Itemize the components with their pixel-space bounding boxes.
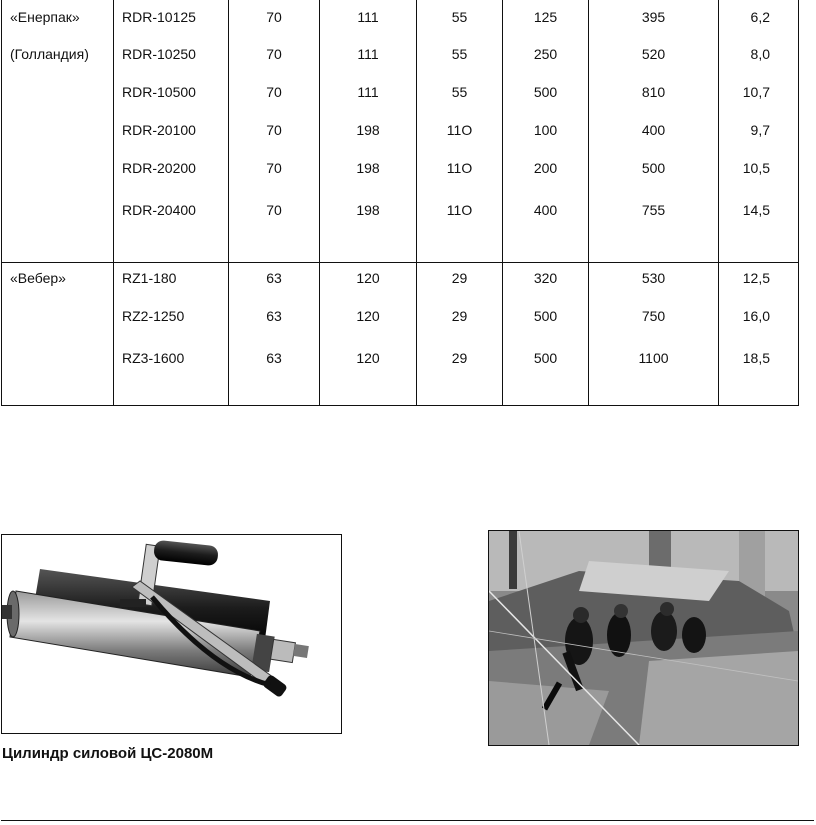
table-cell: RDR-20400: [122, 202, 196, 218]
value-column: [503, 263, 589, 406]
table-cell: 9,7: [750, 122, 770, 138]
table-cell: 11О: [446, 122, 473, 138]
table-group-weber: [2, 263, 799, 406]
table-cell: 198: [356, 122, 380, 138]
table-cell: RDR-20100: [122, 122, 196, 138]
value-column: [229, 0, 320, 263]
table-cell: RDR-20200: [122, 160, 196, 176]
table-cell: 70: [266, 160, 282, 176]
table-cell: 198: [356, 160, 380, 176]
table-cell: 63: [266, 270, 282, 286]
table-cell: 198: [356, 202, 380, 218]
table-cell: 55: [451, 84, 468, 100]
value-column: [503, 0, 589, 263]
table-cell: 10,5: [742, 160, 770, 176]
table-cell: 120: [356, 270, 380, 286]
maker-name: «Енерпак»: [10, 9, 80, 25]
value-column: [417, 263, 503, 406]
value-column: [719, 263, 799, 406]
table-cell: RZ3-1600: [122, 350, 185, 366]
table-cell: 111: [357, 84, 379, 100]
table-cell: 29: [451, 308, 468, 324]
table-cell: 320: [533, 270, 558, 286]
table-cell: 750: [641, 308, 666, 324]
table-cell: 8,0: [750, 46, 770, 62]
value-column: [719, 0, 799, 263]
table-cell: 400: [641, 122, 666, 138]
table-cell: 125: [533, 9, 558, 25]
table-cell: 530: [641, 270, 666, 286]
table-cell: 70: [266, 122, 282, 138]
table-cell: 11О: [446, 202, 473, 218]
model-column: [114, 0, 229, 263]
power-cylinder-photo: [1, 534, 342, 734]
table-cell: RZ1-180: [122, 270, 177, 286]
table-cell: 500: [533, 350, 558, 366]
table-cell: 63: [266, 350, 282, 366]
table-cell: 250: [533, 46, 558, 62]
table-cell: 12,5: [742, 270, 770, 286]
table-cell: 395: [641, 9, 666, 25]
specifications-table: [1, 0, 799, 406]
table-cell: 120: [356, 308, 380, 324]
table-cell: 14,5: [742, 202, 770, 218]
rescue-scene-drawing: [489, 531, 798, 745]
table-cell: 55: [451, 9, 468, 25]
value-column: [417, 0, 503, 263]
value-column: [589, 0, 719, 263]
table-cell: 6,2: [750, 9, 770, 25]
table-cell: 70: [266, 84, 282, 100]
maker-country: (Голландия): [10, 46, 89, 62]
table-cell: 500: [641, 160, 666, 176]
table-cell: RZ2-1250: [122, 308, 185, 324]
table-cell: 755: [641, 202, 666, 218]
table-cell: RDR-10125: [122, 9, 196, 25]
value-column: [320, 263, 417, 406]
table-cell: 120: [356, 350, 380, 366]
table-cell: RDR-10250: [122, 46, 196, 62]
table-cell: 400: [533, 202, 558, 218]
table-cell: 18,5: [742, 350, 770, 366]
value-column: [229, 263, 320, 406]
table-cell: 500: [533, 308, 558, 324]
rescue-scene-photo: [488, 530, 799, 746]
table-cell: 1100: [638, 350, 669, 366]
table-cell: 70: [266, 46, 282, 62]
figure-caption: Цилиндр силовой ЦС-2080М: [2, 745, 214, 762]
model-column: [114, 263, 229, 406]
table-group-enerpac: [2, 0, 799, 263]
table-cell: 11О: [446, 160, 473, 176]
power-cylinder-drawing: [2, 535, 341, 733]
table-cell: 29: [451, 350, 468, 366]
table-cell: 520: [641, 46, 666, 62]
table-cell: 10,7: [742, 84, 770, 100]
maker-name: «Вебер»: [10, 270, 66, 286]
table-cell: 100: [533, 122, 558, 138]
table-cell: 500: [533, 84, 558, 100]
value-column: [320, 0, 417, 263]
table-cell: 111: [357, 9, 379, 25]
table-cell: RDR-10500: [122, 84, 196, 100]
table-cell: 810: [641, 84, 666, 100]
table-cell: 29: [451, 270, 468, 286]
table-cell: 16,0: [742, 308, 770, 324]
table-cell: 70: [266, 202, 282, 218]
table-cell: 111: [357, 46, 379, 62]
maker-cell: [2, 263, 114, 406]
table-cell: 63: [266, 308, 282, 324]
table-cell: 55: [451, 46, 468, 62]
table-cell: 200: [533, 160, 558, 176]
table-cell: 70: [266, 9, 282, 25]
value-column: [589, 263, 719, 406]
bottom-rule: [1, 820, 814, 821]
maker-cell: [2, 0, 114, 263]
